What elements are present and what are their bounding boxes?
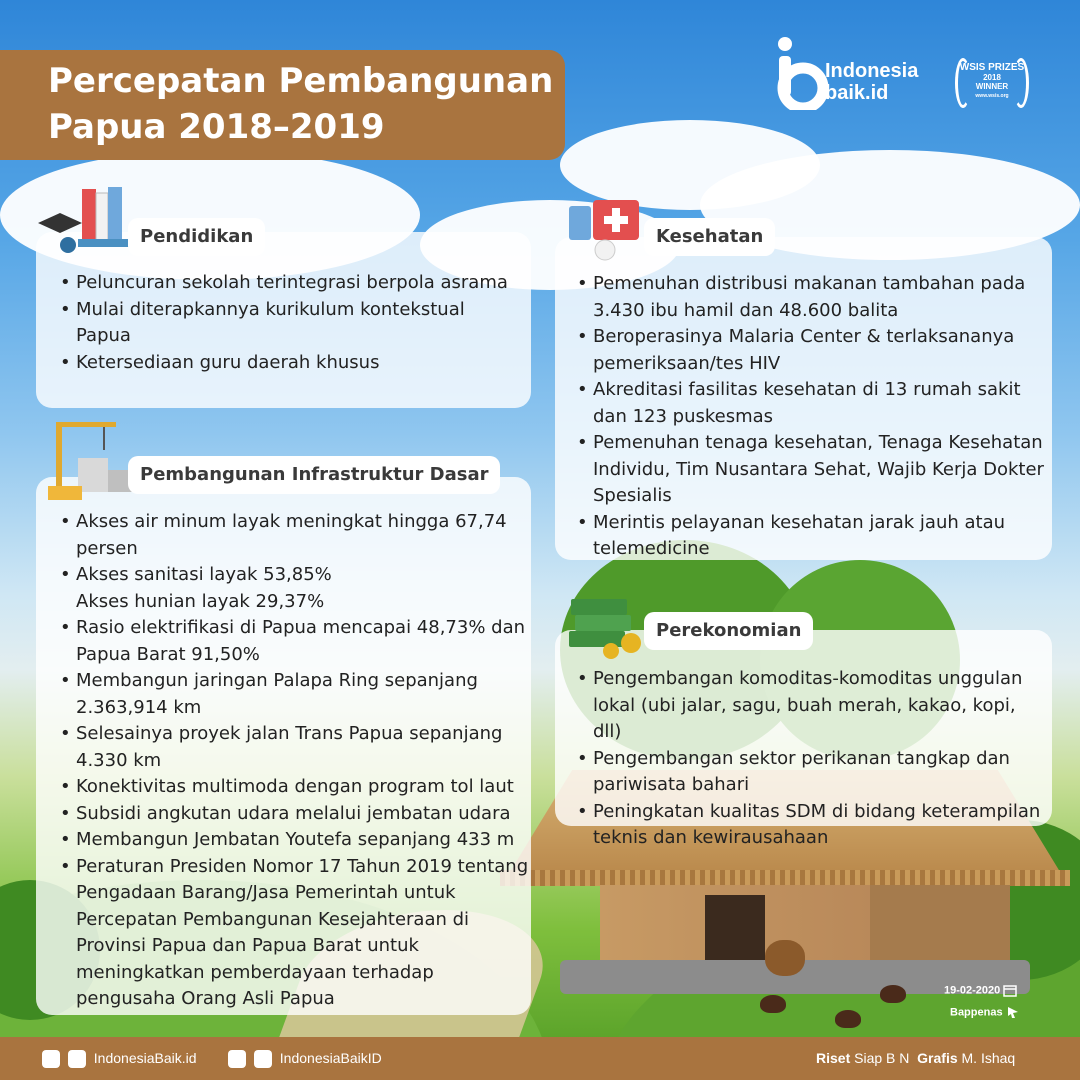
credits [816,1037,1015,1080]
chicken [835,1010,861,1028]
laurel-icon [1013,58,1029,108]
medical-kit-icon [565,192,649,264]
hut-wall-side [870,885,1010,965]
construction-crane-icon [42,418,138,506]
wsis-award-badge [957,56,1027,118]
clay-pot [765,940,805,976]
facebook-icon [68,1050,86,1068]
list-item: • Membangun jaringan Palapa Ring sepanjang 2.363,914 km [60,668,530,721]
social-right[interactable] [228,1037,382,1080]
section-title-pendidikan: Pendidikan [128,218,265,256]
list-item: • Beroperasinya Malaria Center & terlaksananya pemeriksaan/tes HIV [577,324,1049,377]
list-perekonomian [577,666,1049,852]
list-item: • Ketersediaan guru daerah khusus [60,350,515,377]
list-item: • Akses sanitasi layak 53,85% Akses hunian layak 29,37% [60,562,530,615]
list-item: • Subsidi angkutan udara melalui jembatan udara [60,801,530,828]
award-line1: WSIS PRIZES [959,62,1025,73]
list-item: • Akreditasi fasilitas kesehatan di 13 rumah sakit dan 123 puskesmas [577,377,1049,430]
publish-date [944,984,1017,997]
list-item: • Peraturan Presiden Nomor 17 Tahun 2019 tentang Pengadaan Barang/Jasa Pemerintah untuk Percepatan Pembangunan Kesejahteraan di Provinsi Papua dan Papua Barat untuk meningkatkan pemberdayaan terhadap pengusaha Orang Asli Papua [60,854,530,1013]
social-handle-right: IndonesiaBaikID [279,1050,382,1066]
brand-b-icon [773,36,833,110]
list-item: • Merintis pelayanan kesehatan jarak jauh atau telemedicine [577,510,1049,563]
section-title-infrastruktur: Pembangunan Infrastruktur Dasar [128,456,500,494]
credit-riset-name: Siap B N [854,1050,910,1066]
social-handle-left: IndonesiaBaik.id [93,1050,197,1066]
list-item: • Pemenuhan tenaga kesehatan, Tenaga Kesehatan Individu, Tim Nusantara Sehat, Wajib Kerja Dokter Spesialis [577,430,1049,510]
calendar-icon [1003,984,1017,997]
list-item: • Peningkatan kualitas SDM di bidang keterampilan teknis dan kewirausahaan [577,799,1049,852]
footer-bar [0,1037,1080,1080]
list-item: • Pemenuhan distribusi makanan tambahan pada 3.430 ibu hamil dan 48.600 balita [577,271,1049,324]
list-item: • Konektivitas multimoda dengan program tol laut [60,774,530,801]
list-pendidikan [60,270,515,376]
credit-riset-label: Riset [816,1050,851,1066]
pointer-hand-icon [1006,1006,1020,1019]
laurel-icon [955,58,971,108]
list-item: • Pengembangan komoditas-komoditas unggulan lokal (ubi jalar, sagu, buah merah, kakao, kopi, dll) [577,666,1049,746]
list-item: • Akses air minum layak meningkat hingga 67,74 persen [60,509,530,562]
list-item: • Selesainya proyek jalan Trans Papua sepanjang 4.330 km [60,721,530,774]
list-infrastruktur [60,509,530,1013]
list-item: • Rasio elektrifikasi di Papua mencapai 48,73% dan Papua Barat 91,50% [60,615,530,668]
graduation-books-icon [38,183,134,259]
social-left[interactable] [42,1037,197,1080]
instagram-icon [42,1050,60,1068]
hut-roof-fringe [500,870,1070,886]
list-item: • Membangun Jembatan Youtefa sepanjang 433 m [60,827,530,854]
money-stack-icon [565,585,649,661]
section-title-perekonomian: Perekonomian [644,612,813,650]
credit-grafis-label: Grafis [917,1050,958,1066]
award-line2: 2018 [983,73,1001,82]
page-title: Percepatan Pembangunan Papua 2018–2019 [48,61,554,147]
source [950,1006,1020,1019]
indonesiabaik-logo [773,36,933,116]
brand-name: Indonesia baik.id [825,60,919,104]
list-item: • Mulai diterapkannya kurikulum kontekstual Papua [60,297,515,350]
twitter-icon [228,1050,246,1068]
chicken [880,985,906,1003]
youtube-icon [254,1050,272,1068]
list-kesehatan [577,271,1049,563]
chicken [760,995,786,1013]
list-item: • Pengembangan sektor perikanan tangkap dan pariwisata bahari [577,746,1049,799]
award-line3: WINNER [975,82,1009,91]
date-text: 19-02-2020 [944,984,1001,997]
section-title-kesehatan: Kesehatan [644,218,775,256]
award-line4: www.wsis.org [975,93,1009,99]
source-text: Bappenas [950,1006,1003,1019]
credit-grafis-name: M. Ishaq [961,1050,1016,1066]
list-item: • Peluncuran sekolah terintegrasi berpola asrama [60,270,515,297]
